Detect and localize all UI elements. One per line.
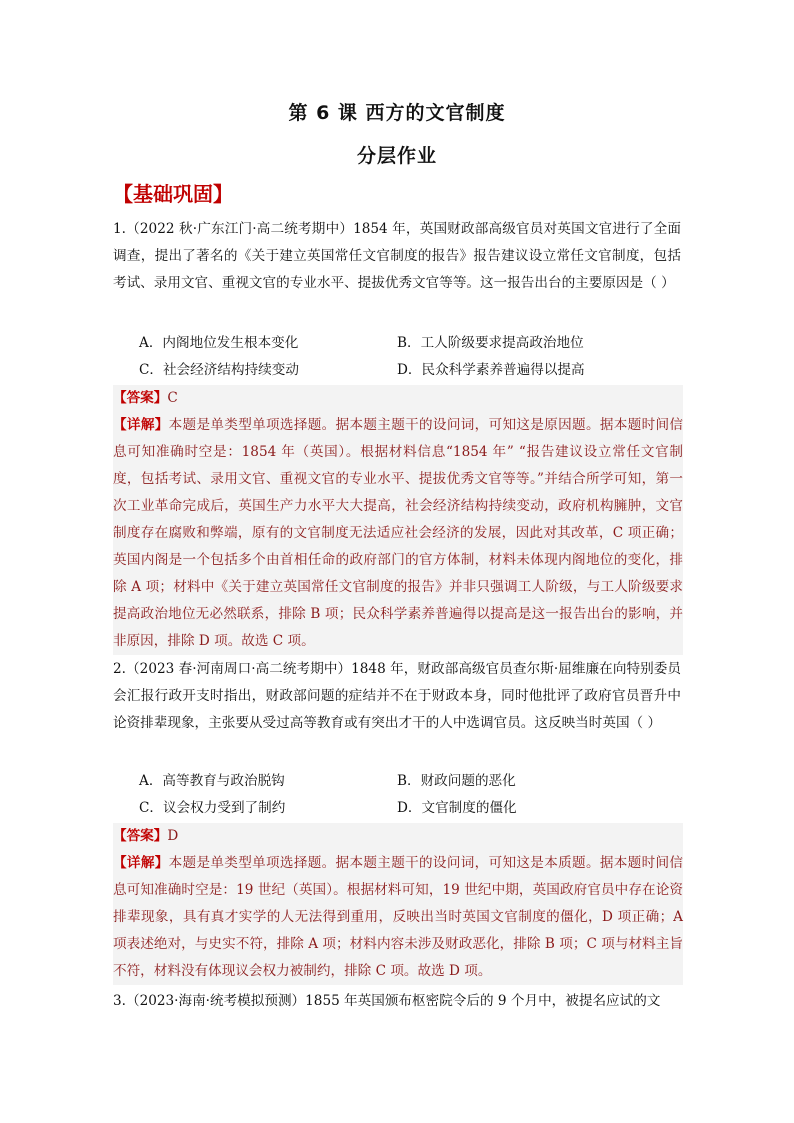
option-a: A．高等教育与政治脱钩 xyxy=(139,773,285,789)
explanation-text: 本题是单类型单项选择题。据本题主题干的设问词，可知这是本质题。据本题时间信息可知准确时空是：19 世纪（英国）。根据材料可知，19 世纪中期，英国政府官员中存在论资排辈现象，具有真才实学的人无法得到重用，反映出当时英国文官制度的僵化，D 项正确；A 项表述绝对，与史实不符，排除 A 项；材料内容未涉及财政恶化，排除 B 项；C 项与材料主旨不符，材料没有体现议会权力被制约，排除 C 项。故选 D 项。 xyxy=(113,855,683,979)
explanation-line xyxy=(113,850,683,985)
option-c: C．社会经济结构持续变动 xyxy=(139,362,299,378)
option-b: B．工人阶级要求提高政治地位 xyxy=(397,335,584,351)
answer-tag: 【答案】 xyxy=(113,828,168,844)
option-c: C．议会权力受到了制约 xyxy=(139,800,286,816)
question-2-stem: 2.（2023 春·河南周口·高二统考期中）1848 年，财政部高级官员查尔斯·屈维廉在向特别委员会汇报行政开支时指出，财政部问题的症结并不在于财政本身，同时他批评了政府官员晋升中论资排辈现象，主张要从受过高等教育或有突出才干的人中选调官员。这反映当时英国（ ） xyxy=(113,661,681,731)
option-d: D．民众科学素养普遍得以提高 xyxy=(397,362,585,378)
answer-line xyxy=(113,823,683,850)
page-subtitle: 分层作业 xyxy=(356,145,437,167)
explanation-tag: 【详解】 xyxy=(113,417,169,433)
question-2-answer-block xyxy=(113,823,683,985)
option-d: D．文官制度的僵化 xyxy=(397,800,517,816)
explanation-text: 本题是单类型单项选择题。据本题主题干的设问词，可知这是原因题。据本题时间信息可知准确时空是：1854 年（英国）。根据材料信息“1854 年” “报告建议设立常任文官制度，包括考试、录用文官、重视文官的专业水平、提拔优秀文官等等。”并结合所学可知，第一次工业革命完成后，英国生产力水平大大提高，社会经济结构持续变动，政府机构臃肿，文官制度存在腐败和弊端，原有的文官制度无法适应社会经济的发展，因此对其改革，C 项正确；英国内阁是一个包括多个由首相任命的政府部门的官方体制，材料未体现内阁地位的变化，排除 A 项；材料中《关于建立英国常任文官制度的报告》并非只强调工人阶级，与工人阶级要求提高政治地位无必然联系，排除 B 项；民众科学素养普遍得以提高是这一报告出台的影响，并非原因，排除 D 项。故选 C 项。 xyxy=(113,417,683,649)
section-heading: 【基础巩固】 xyxy=(113,182,233,206)
answer-line xyxy=(113,385,683,412)
answer-value: D xyxy=(167,828,179,844)
question-2-options xyxy=(139,768,684,822)
question-1-answer-block xyxy=(113,385,683,655)
lesson-title: 第 6 课 西方的文官制度 xyxy=(288,102,506,124)
option-a: A．内阁地位发生根本变化 xyxy=(139,335,299,351)
answer-tag: 【答案】 xyxy=(113,390,168,406)
question-3-stem: 3.（2023·海南·统考模拟预测）1855 年英国颁布枢密院令后的 9 个月中，被提名应试的文 xyxy=(113,993,661,1009)
explanation-tag: 【详解】 xyxy=(113,855,169,871)
explanation-line xyxy=(113,412,683,655)
question-1-stem: 1.（2022 秋·广东江门·高二统考期中）1854 年，英国财政部高级官员对英国文官进行了全面调查，提出了著名的《关于建立英国常任文官制度的报告》报告建议设立常任文官制度，包括考试、录用文官、重视文官的专业水平、提拔优秀文官等等。这一报告出台的主要原因是（ ） xyxy=(113,221,681,291)
answer-value: C xyxy=(167,390,178,406)
option-b: B．财政问题的恶化 xyxy=(397,773,516,789)
question-1-options xyxy=(139,330,684,384)
